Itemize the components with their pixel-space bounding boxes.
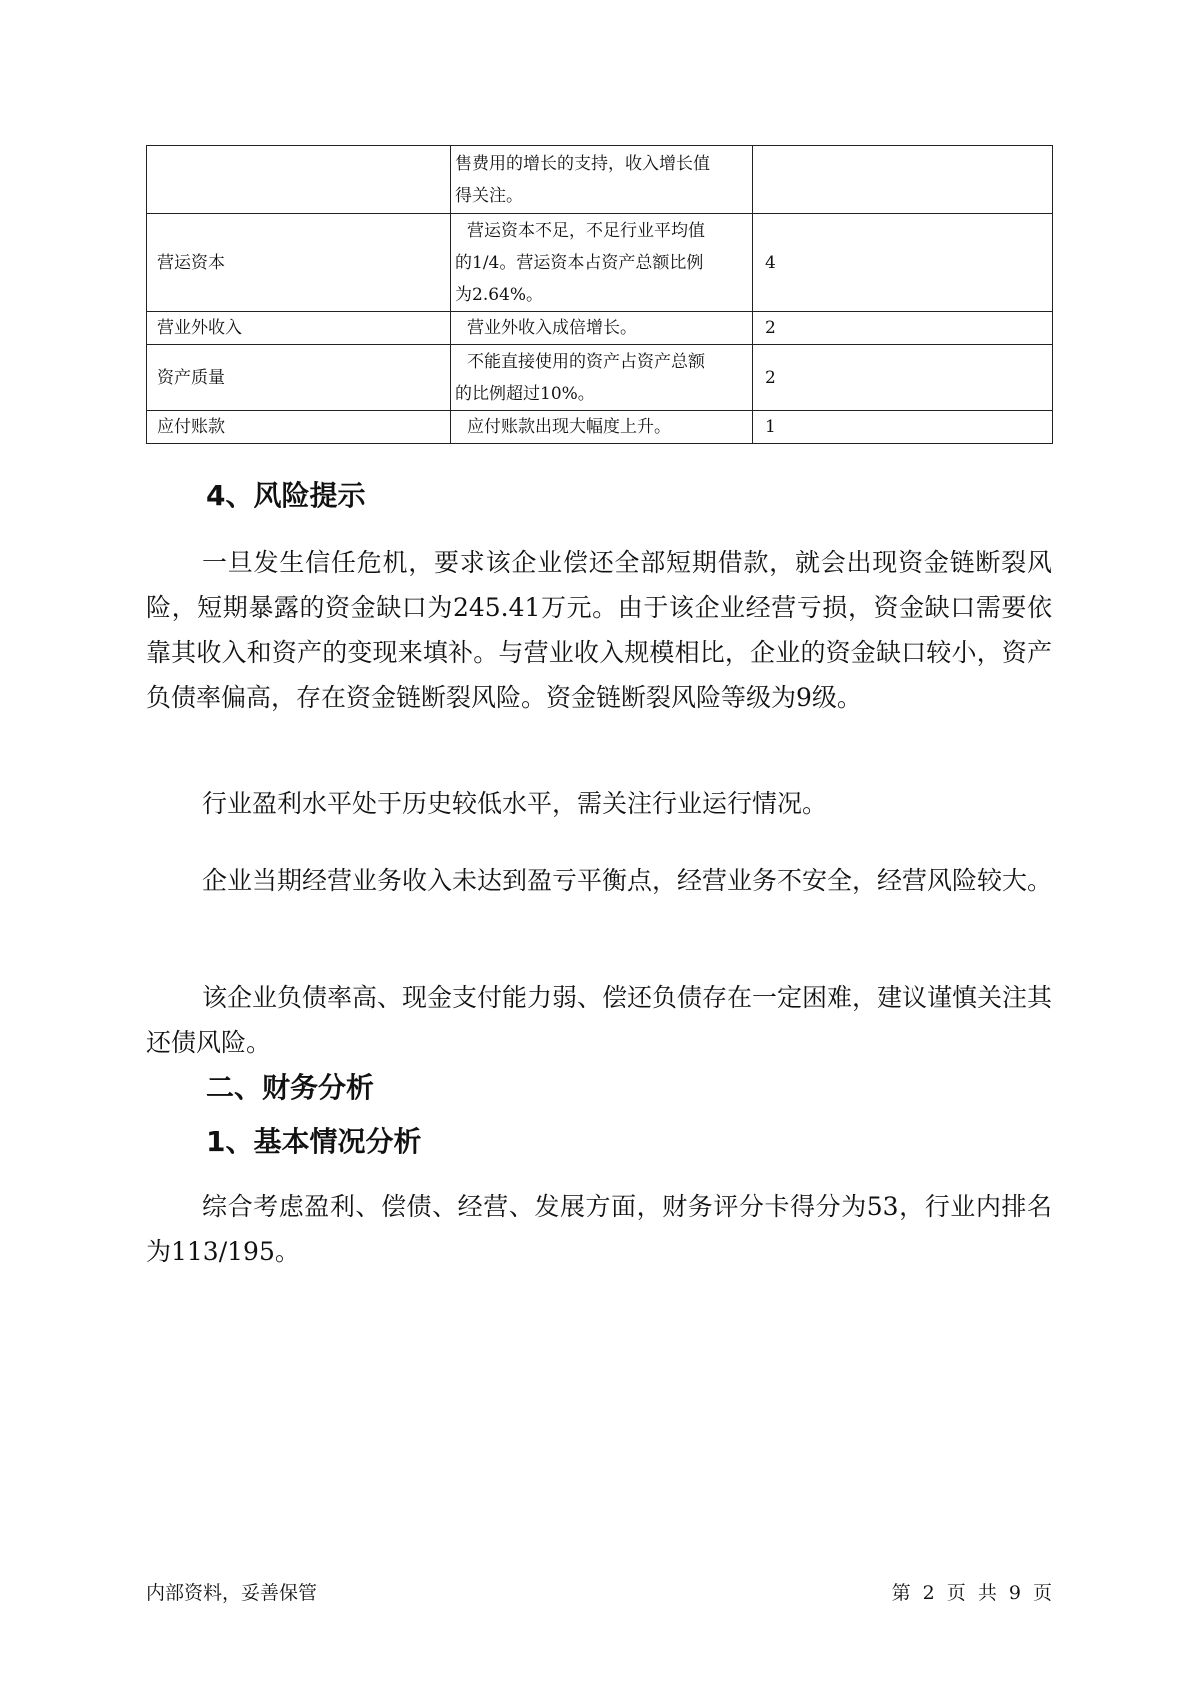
description-line <box>455 411 748 443</box>
footer-confidential-note: 内部资料，妥善保管 <box>146 1582 318 1604</box>
table-cell-item: 应付账款 <box>147 411 451 444</box>
description-line <box>455 312 748 344</box>
description-line <box>455 346 748 378</box>
paragraph-risk-1: 一旦发生信任危机，要求该企业偿还全部短期借款，就会出现资金链断裂风险，短期暴露的资金缺口为245.41万元。由于该企业经营亏损，资金缺口需要依靠其收入和资产的变现来填补。与营业收入规模相比，企业的资金缺口较小，资产负债率偏高，存在资金链断裂风险。资金链断裂风险等级为9级。 <box>146 548 1052 712</box>
description-line-text: 应付账款出现大幅度上升。 <box>467 417 671 437</box>
table-row <box>147 411 1053 444</box>
paragraph-risk-3: 企业当期经营业务收入未达到盈亏平衡点，经营业务不安全，经营风险较大。 <box>202 866 1053 895</box>
table-row <box>147 345 1053 411</box>
description-line-text: 营运资本不足，不足行业平均值 <box>467 220 705 241</box>
description-line: 售费用的增长的支持，收入增长值 <box>455 153 710 174</box>
table-cell-description <box>451 411 753 444</box>
section-heading-risk: 4、风险提示 <box>206 479 366 512</box>
description-line: 的比例超过10%。 <box>455 383 595 404</box>
table-cell-description <box>451 214 753 312</box>
table-cell-score: 1 <box>753 411 1053 444</box>
footer-page-number: 第 2 页 共 9 页 <box>891 1582 1052 1604</box>
risk-table <box>146 145 1053 444</box>
description-line-text: 不能直接使用的资产占资产总额 <box>467 351 705 372</box>
table-row <box>147 146 1053 214</box>
table-cell-item: 资产质量 <box>147 345 451 411</box>
description-line: 得关注。 <box>455 185 523 206</box>
description-line-text: 营业外收入成倍增长。 <box>467 318 637 338</box>
description-line: 的1/4。营运资本占资产总额比例 <box>455 252 704 273</box>
table-cell-score <box>753 146 1053 214</box>
table-cell-score: 4 <box>753 214 1053 312</box>
table-cell-score: 2 <box>753 345 1053 411</box>
paragraph-risk-2: 行业盈利水平处于历史较低水平，需关注行业运行情况。 <box>202 789 828 818</box>
table-cell-description <box>451 345 753 411</box>
section-heading-finance: 二、财务分析 <box>206 1071 375 1104</box>
table-cell-description <box>451 312 753 345</box>
table-cell-item: 营运资本 <box>147 214 451 312</box>
description-line: 为2.64%。 <box>455 284 544 305</box>
table-cell-description <box>451 146 753 214</box>
paragraph-risk-4: 该企业负债率高、现金支付能力弱、偿还负债存在一定困难，建议谨慎关注其还债风险。 <box>146 983 1053 1057</box>
paragraph-finance-1: 综合考虑盈利、偿债、经营、发展方面，财务评分卡得分为53，行业内排名为113/195。 <box>146 1192 1052 1266</box>
table-cell-item: 营业外收入 <box>147 312 451 345</box>
table-row <box>147 214 1053 312</box>
table-row <box>147 312 1053 345</box>
subsection-heading-basic: 1、基本情况分析 <box>206 1125 422 1158</box>
table-cell-score: 2 <box>753 312 1053 345</box>
description-line <box>455 215 748 247</box>
table-cell-item <box>147 146 451 214</box>
